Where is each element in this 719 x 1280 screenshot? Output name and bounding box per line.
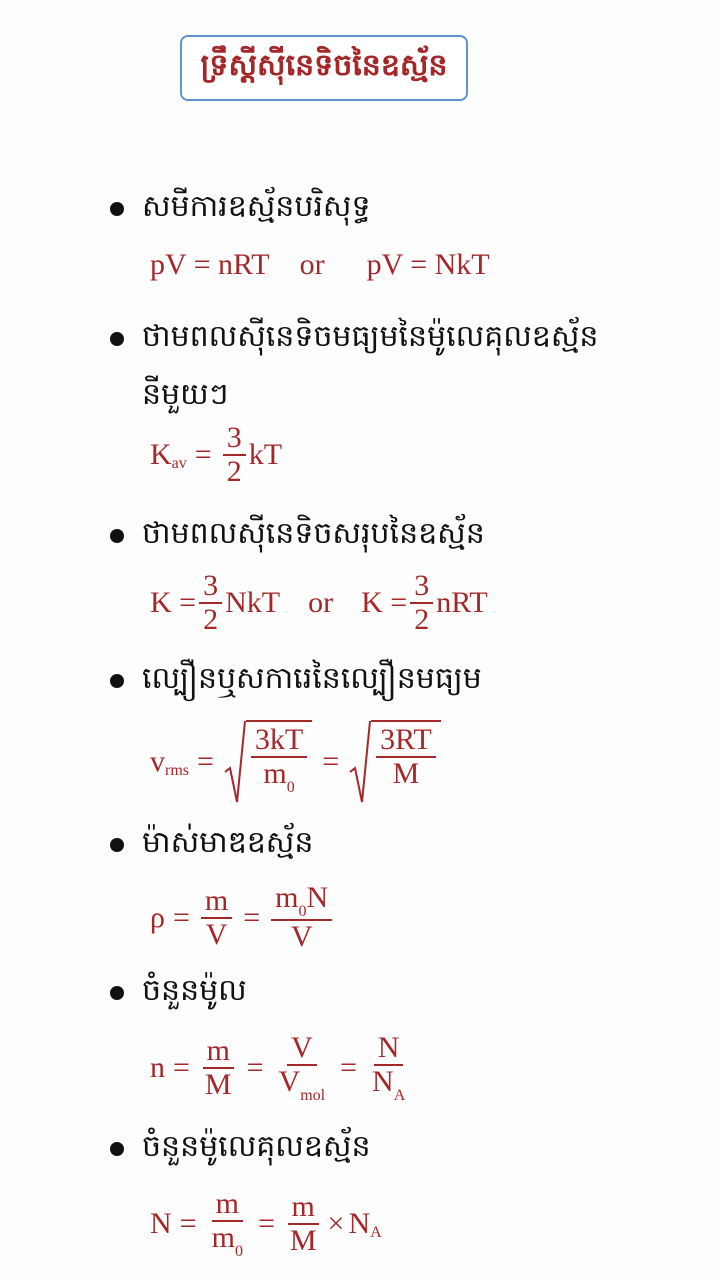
formula-kav: K av = $\frac{3}{2}$ kT <box>150 421 283 488</box>
section-label: ថាមពលស៊ីនេទិចសរុបនៃឧស្ម័ន <box>142 516 485 551</box>
formula-moles: n = $\frac{m}{M}$ = $\frac{V}{V_{mol}}$ = $\frac{N}{N_A}$ <box>150 1032 412 1103</box>
fraction: $\frac{m}{M}$ <box>286 1191 321 1257</box>
section-density <box>110 814 612 872</box>
section-label: ថាមពលស៊ីនេទិចមធ្យមនៃម៉ូលេគុលឧស្ម័ននីមួយៗ <box>142 319 599 412</box>
square-root <box>349 720 441 804</box>
fraction: $\frac{3}{2}$ <box>223 422 246 488</box>
fraction: $\frac{N}{N_A}$ <box>372 1031 406 1104</box>
section-label: ចំនួនម៉ូល <box>142 973 247 1008</box>
formula-pv-nrt: pV = nRT <box>150 248 270 281</box>
formula-molecules: N = $\frac{m}{m_0}$ = $\frac{m}{M}$ × N A <box>150 1187 382 1260</box>
page-title: ទ្រឹស្តីស៊ីនេទិចនៃឧស្ម័ន <box>200 48 448 83</box>
bullet-dot <box>110 1142 124 1156</box>
fraction: $\frac{3kT}{m_0}$ <box>251 724 307 804</box>
formula-pv-nkt: pV = NkT <box>366 248 490 281</box>
fraction: $\frac{m}{V}$ <box>201 885 232 951</box>
square-root <box>224 720 312 804</box>
section-rms-speed <box>110 650 612 708</box>
fraction: $\frac{m}{M}$ <box>201 1035 236 1101</box>
formula-ideal-gas <box>150 248 490 282</box>
radical-sign-icon <box>349 720 371 804</box>
section-label: ចំនួនម៉ូលេគុលឧស្ម័ន <box>142 1129 371 1164</box>
bullet-dot <box>110 529 124 543</box>
formula-vrms: v rms = $\frac{3kT}{m_0}$ = $\frac{3RT}{M}$ <box>150 720 443 804</box>
section-label: ល្បឿនឬសការេនៃល្បឿនមធ្យម <box>142 661 482 696</box>
fraction: $\frac{V}{V_{mol}}$ <box>278 1031 326 1104</box>
fraction: $\frac{m}{m_0}$ <box>211 1187 243 1260</box>
formula-ktotal: K = $\frac{3}{2}$ NkT or K = $\frac{3}{2}$ nRT <box>150 569 488 636</box>
title-box <box>180 35 468 101</box>
section-label: ម៉ាស់មាឌឧស្ម័ន <box>142 825 314 860</box>
radical-sign-icon <box>224 720 246 804</box>
section-label: សមីការឧស្ម័នបរិសុទ្ធ <box>142 189 371 224</box>
section-ideal-gas <box>110 178 612 236</box>
bullet-dot <box>110 332 124 346</box>
fraction: $\frac{3}{2}$ <box>199 570 222 636</box>
section-average-kinetic-energy <box>110 308 612 424</box>
fraction: $\frac{m_0N}{V}$ <box>271 882 332 953</box>
fraction: $\frac{3}{2}$ <box>410 570 433 636</box>
formula-density: ρ = $\frac{m}{V}$ = $\frac{m_0N}{V}$ <box>150 882 335 953</box>
formula-or: or <box>299 248 325 281</box>
bullet-dot <box>110 674 124 688</box>
section-total-kinetic-energy <box>110 505 612 563</box>
section-moles <box>110 962 612 1020</box>
bullet-dot <box>110 838 124 852</box>
bullet-dot <box>110 202 124 216</box>
section-molecules <box>110 1118 612 1176</box>
bullet-dot <box>110 986 124 1000</box>
fraction: $\frac{3RT}{M}$ <box>376 724 436 804</box>
